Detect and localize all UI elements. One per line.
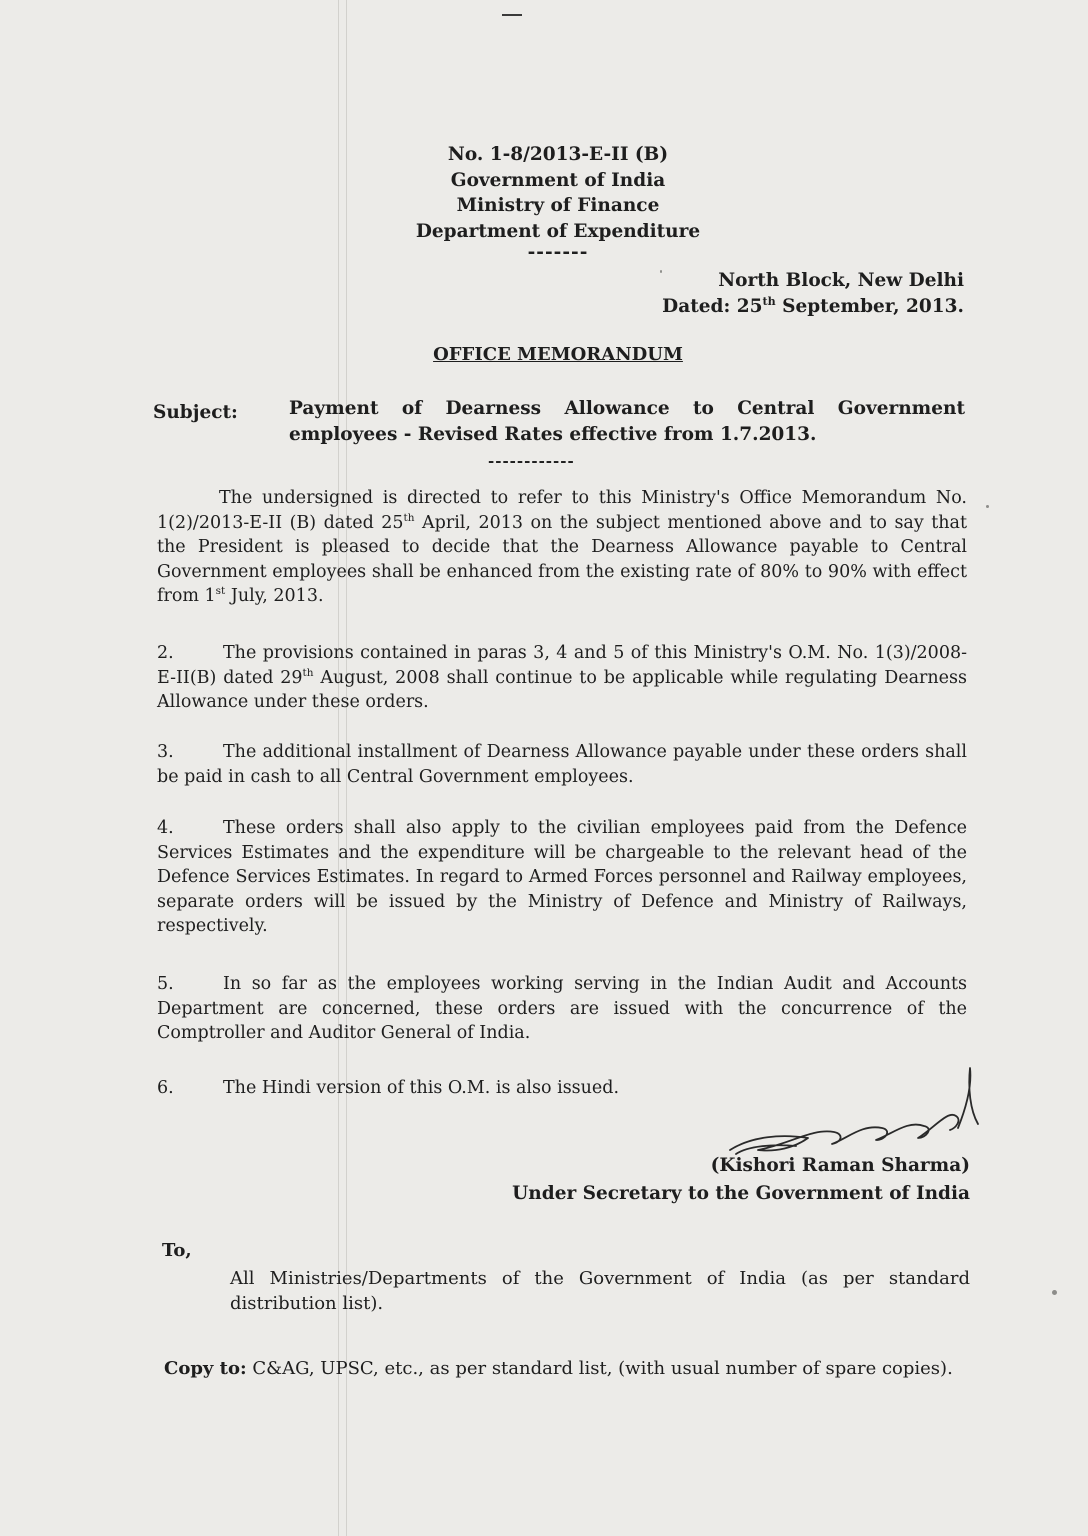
file-number: No. 1-8/2013-E-II (B) [447, 144, 669, 165]
paragraph-6: 6. The Hindi version of this O.M. is also issued. [157, 1076, 967, 1101]
copy-to-text: C&AG, UPSC, etc., as per standard list, (with usual number of spare copies). [246, 1358, 953, 1379]
addressee-text: All Ministries/Departments of the Government of India (as per standard distribution list). [230, 1268, 970, 1314]
scan-speck [1052, 1290, 1057, 1295]
paragraph-2: 2. The provisions contained in paras 3, 4 and 5 of this Ministry's O.M. No. 1(3)/2008-E-II(B) dated 29th August, 2008 shall continue to be applicable while regulating Dearness Allowance under these orders. [157, 643, 967, 712]
paragraph-number: 4. [157, 818, 174, 838]
paragraph-number: 3. [157, 742, 174, 762]
location: North Block, New Delhi [718, 270, 964, 291]
scan-speck [986, 505, 989, 508]
department-name: Department of Expenditure [415, 220, 701, 242]
signatory-name: (Kishori Raman Sharma) [710, 1155, 970, 1176]
paragraph-5: 5. In so far as the employees working serving in the Indian Audit and Accounts Department are concerned, these orders are issued with the concurrence of the Comptroller and Auditor General of India. [157, 974, 967, 1043]
letterhead [330, 142, 786, 266]
handwritten-signature [712, 1058, 982, 1162]
copy-to-label: Copy to: [164, 1358, 247, 1379]
paragraph-3: 3. The additional installment of Dearness Allowance payable under these orders shall be paid in cash to all Central Government employees. [157, 742, 967, 787]
paragraph-number: 2. [157, 643, 174, 663]
header-separator: ------- [527, 242, 589, 263]
subject-text: Payment of Dearness Allowance to Central Government employees - Revised Rates effective from 1.7.2013. [289, 398, 965, 445]
subject-label: Subject: [153, 402, 238, 423]
signatory-designation: Under Secretary to the Government of India [512, 1183, 970, 1204]
place-and-date [662, 268, 964, 320]
signatory-block [512, 1152, 970, 1208]
government-name: Government of India [450, 169, 666, 191]
scan-speck [660, 270, 662, 273]
scan-mark [502, 14, 522, 16]
paragraph-4: 4. These orders shall also apply to the civilian employees paid from the Defence Services Estimates and the expenditure will be chargeable to the relevant head of the Defence Services Estimates. In regard to Armed Forces personnel and Railway employees, separate orders will be issued by the Ministry of Defence and Ministry of Railways, respectively. [157, 818, 967, 936]
paragraph-number: 5. [157, 974, 174, 994]
document-title: OFFICE MEMORANDUM [433, 344, 683, 365]
paragraph-1: The undersigned is directed to refer to this Ministry's Office Memorandum No. 1(2)/2013-E-II (B) dated 25th April, 2013 on the subject mentioned above and to say that the President is pleased to decide that the Dearness Allowance payable to Central Government employees shall be enhanced from the existing rate of 80% to 90% with effect from 1st July, 2013. [157, 488, 967, 606]
paragraph-number: 6. [157, 1078, 174, 1098]
ministry-name: Ministry of Finance [456, 195, 660, 216]
date: Dated: 25th September, 2013. [662, 294, 964, 317]
addressee-label: To, [162, 1240, 192, 1261]
copy-to [164, 1356, 970, 1381]
subject-separator: ------------ [488, 452, 575, 470]
